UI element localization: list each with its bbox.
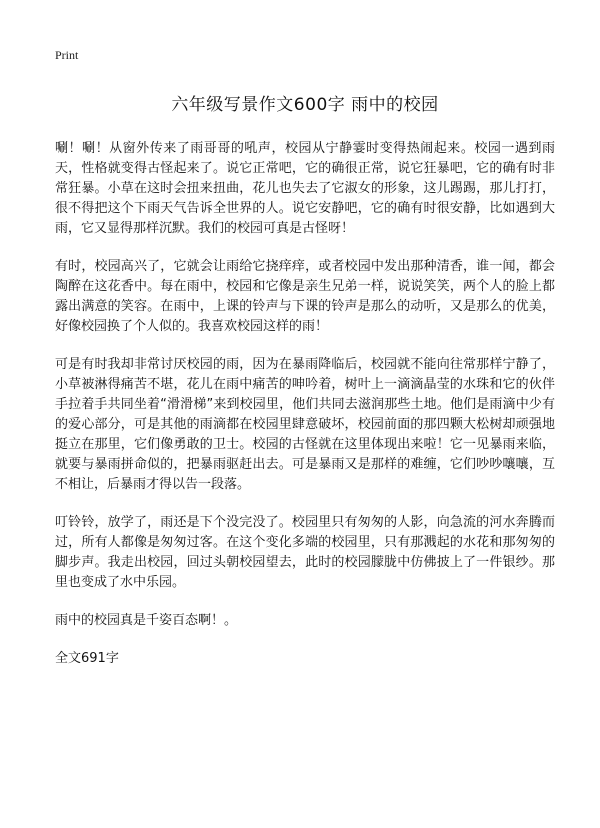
word-count: 全文691字 (55, 651, 119, 666)
paragraph: 唰！唰！从窗外传来了雨哥哥的吼声，校园从宁静霎时变得热闹起来。校园一遇到雨天，性格就变得古怪起来了。说它正常吧，它的确很正常，说它狂暴吧，它的确有时非常狂暴。小草在这时会扭来扭曲，花儿也失去了它淑女的形象，这儿踢踢，那儿打打，很不得把这个下雨天气告诉全世界的人。说它安静吧，它的确有时很安静，比如遇到大雨，它又显得那样沉默。我们的校园可真是古怪呀！ (55, 141, 555, 236)
paragraph: 可是有时我却非常讨厌校园的雨，因为在暴雨降临后，校园就不能向往常那样宁静了，小草被淋得痛苦不堪，花儿在雨中痛苦的呻吟着，树叶上一滴滴晶莹的水珠和它的伙伴手拉着手共同坐着“滑滑梯”来到校园里，他们共同去滋润那些土地。他们是雨滴中少有的爱心部分，可是其他的雨滴都在校园里肆意破坏，校园前面的那四颗大松树却顽强地挺立在那里，它们像勇敢的卫士。校园的古怪就在这里体现出来啦！它一见暴雨来临，就要与暴雨拼命似的，把暴雨驱赶出去。可是暴雨又是那样的难缠，它们吵吵嚷嚷，互不相让，后暴雨才得以告一段落。 (55, 357, 555, 492)
paragraph: 雨中的校园真是千姿百态啊！。 (55, 613, 238, 628)
print-link[interactable]: Print (55, 48, 79, 62)
paragraph: 有时，校园高兴了，它就会让雨给它挠痒痒，或者校园中发出那种清香，谁一闻，都会陶醉在这花香中。每在雨中，校园和它像是亲生兄弟一样，说说笑笑，两个人的脸上都露出满意的笑容。在雨中，上课的铃声与下课的铃声是那么的动听，又是那么的优美，好像校园换了个人似的。我喜欢校园这样的雨！ (55, 259, 555, 334)
paragraph: 叮铃铃，放学了，雨还是下个没完没了。校园里只有匆匆的人影，向急流的河水奔腾而过，所有人都像是匆匆过客。在这个变化多端的校园里，只有那溅起的水花和那匆匆的脚步声。我走出校园，回过头朝校园望去，此时的校园朦胧中仿佛披上了一件银纱。那里也变成了水中乐园。 (55, 515, 555, 590)
article-body (55, 139, 555, 669)
article-title: 六年级写景作文600字 雨中的校园 (171, 95, 439, 115)
